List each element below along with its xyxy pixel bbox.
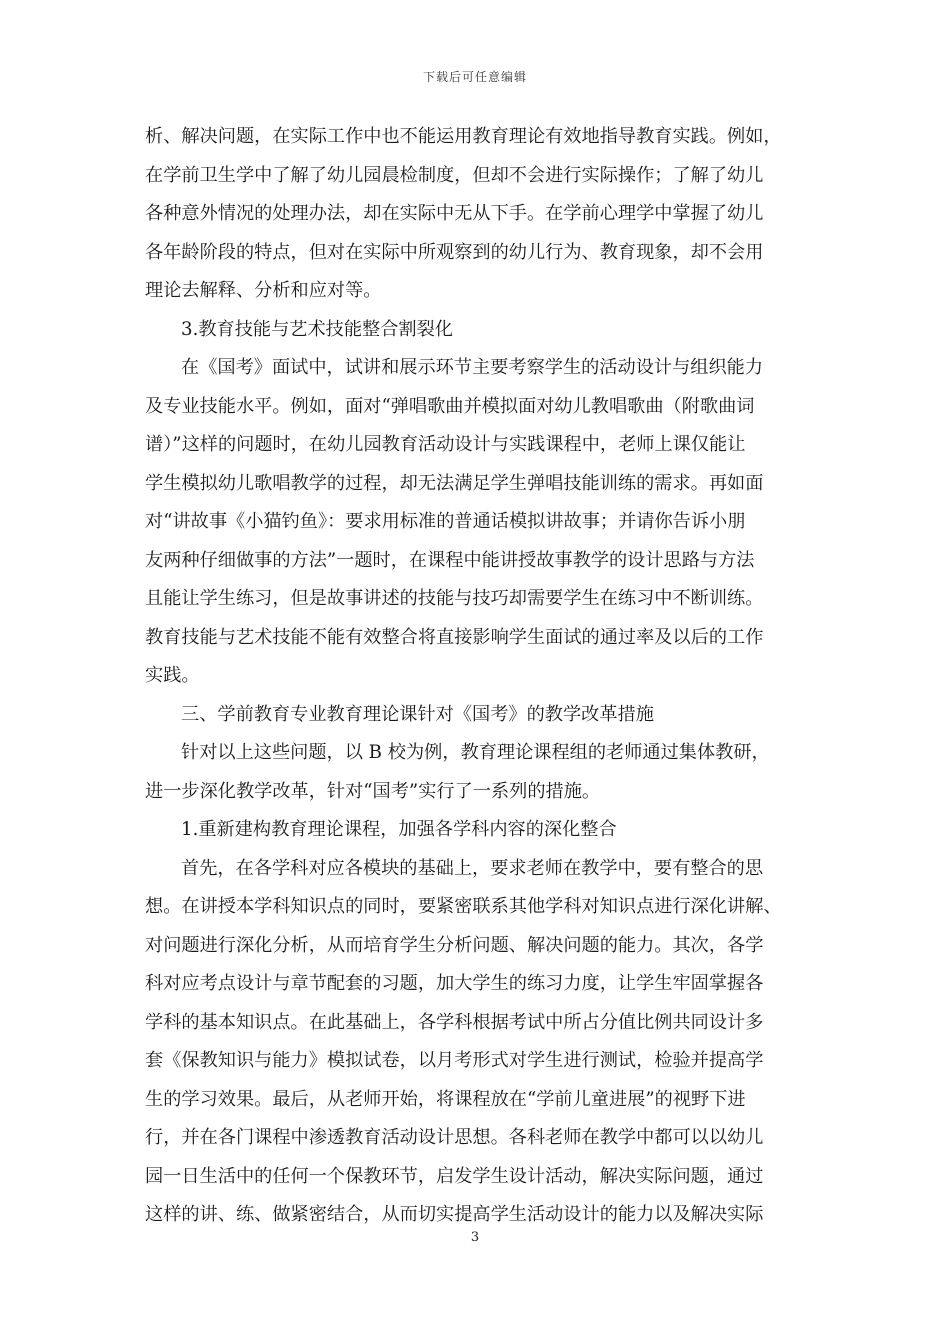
text-line: 理论去解释、分析和应对等。	[145, 280, 382, 301]
page-header: 下载后可任意编辑	[422, 70, 527, 84]
text-line: 3.教育技能与艺术技能整合割裂化	[181, 318, 453, 340]
text-line: 教育技能与艺术技能不能有效整合将直接影响学生面试的通过率及以后的工作	[145, 626, 764, 648]
text-line: 实践。	[145, 665, 200, 686]
text-line: 套《保教知识与能力》模拟试卷，以月考形式对学生进行测试，检验并提高学	[145, 1050, 764, 1071]
text-line: 园一日生活中的任何一个保教环节，启发学生设计活动，解决实际问题，通过	[145, 1165, 764, 1187]
text-line: 三、学前教育专业教育理论课针对《国考》的教学改革措施	[181, 703, 654, 725]
text-line: 生的学习效果。最后，从老师开始，将课程放在“学前儿童进展”的视野下进	[145, 1088, 746, 1110]
text-line: 针对以上这些问题，以 B 校为例，教育理论课程组的老师通过集体教研，	[181, 742, 770, 763]
text-line: 这样的讲、练、做紧密结合，从而切实提高学生活动设计的能力以及解决实际	[145, 1204, 764, 1225]
text-line: 谱）”这样的问题时，在幼儿园教育活动设计与实践课程中，老师上课仅能让	[145, 434, 746, 455]
text-line: 行，并在各门课程中渗透教育活动设计思想。各科老师在教学中都可以以幼儿	[145, 1127, 764, 1148]
text-line: 友两种仔细做事的方法”一题时，在课程中能讲授故事教学的设计思路与方法	[145, 549, 755, 571]
text-line: 学科的基本知识点。在此基础上，各学科根据考试中所占分值比例共同设计多	[145, 1011, 764, 1033]
text-line: 析、解决问题，在实际工作中也不能运用教育理论有效地指导教育实践。例如，	[145, 126, 782, 147]
text-line: 且能让学生练习，但是故事讲述的技能与技巧却需要学生在练习中不断训练。	[145, 588, 764, 609]
text-line: 1.重新建构教育理论课程，加强各学科内容的深化整合	[181, 819, 617, 840]
text-line: 及专业技能水平。例如，面对“弹唱歌曲并模拟面对幼儿教唱歌曲（附歌曲词	[145, 395, 755, 417]
text-line: 在《国考》面试中，试讲和展示环节主要考察学生的活动设计与组织能力	[181, 357, 764, 378]
text-line: 想。在讲授本学科知识点的同时，要紧密联系其他学科对知识点进行深化讲解、	[145, 896, 782, 917]
text-line: 进一步深化教学改革，针对“国考”实行了一系列的措施。	[145, 780, 601, 802]
document-body	[145, 118, 807, 1235]
text-line: 对“讲故事《小猫钓鱼》：要求用标准的普通话模拟讲故事；并请你告诉小朋	[145, 511, 746, 532]
text-line: 首先，在各学科对应各模块的基础上，要求老师在教学中，要有整合的思	[181, 857, 764, 879]
page-number: 3	[470, 1230, 480, 1245]
text-line: 学生模拟幼儿歌唱教学的过程，却无法满足学生弹唱技能训练的需求。再如面	[145, 472, 764, 494]
text-line: 各种意外情况的处理办法，却在实际中无从下手。在学前心理学中掌握了幼儿	[145, 203, 764, 224]
text-line: 科对应考点设计与章节配套的习题，加大学生的练习力度，让学生牢固掌握各	[145, 973, 764, 994]
text-line: 对问题进行深化分析，从而培育学生分析问题、解决问题的能力。其次，各学	[145, 934, 764, 956]
text-line: 在学前卫生学中了解了幼儿园晨检制度，但却不会进行实际操作；了解了幼儿	[145, 164, 764, 186]
text-line: 各年龄阶段的特点，但对在实际中所观察到的幼儿行为、教育现象，却不会用	[145, 241, 764, 263]
